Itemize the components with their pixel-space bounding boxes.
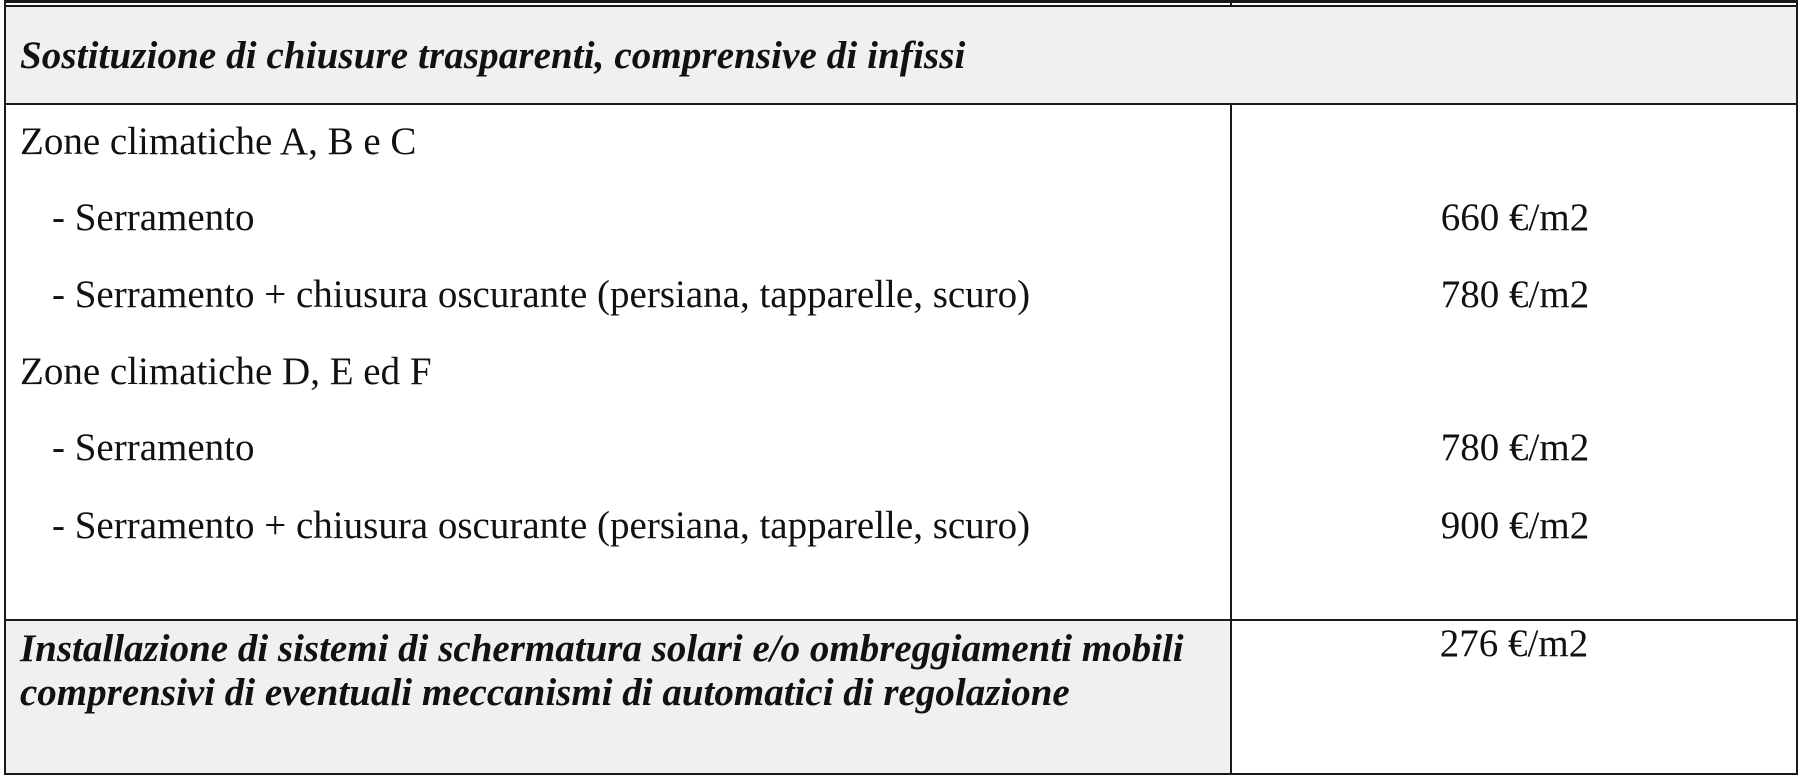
price-cell (1231, 104, 1797, 620)
price-value: 660 €/m2 (1440, 196, 1590, 239)
price-value: 900 €/m2 (1440, 504, 1590, 547)
price-value: 276 €/m2 (1439, 622, 1589, 665)
section-title: Installazione di sistemi di schermatura solari e/o ombreggiamenti mobili comprensivi di eventuali meccanismi di automatici di regolazione (20, 627, 1184, 714)
section-title: Sostituzione di chiusure trasparenti, comprensive di infissi (20, 33, 966, 77)
section-row (5, 620, 1797, 774)
section-body-row (5, 104, 1797, 620)
description-cell (5, 104, 1231, 620)
item-label: - Serramento + chiusura oscurante (persiana, tapparelle, scuro) (52, 273, 1031, 316)
section-header-row (5, 6, 1797, 104)
price-value: 780 €/m2 (1440, 426, 1590, 469)
zone-title: Zone climatiche D, E ed F (20, 350, 432, 393)
zone-title: Zone climatiche A, B e C (20, 120, 417, 163)
price-value: 780 €/m2 (1440, 273, 1590, 316)
item-label: - Serramento (52, 426, 255, 469)
section-header-cell (5, 6, 1797, 104)
item-label: - Serramento (52, 196, 255, 239)
item-label: - Serramento + chiusura oscurante (persiana, tapparelle, scuro) (52, 504, 1031, 547)
description-cell (5, 620, 1231, 774)
cost-table (4, 0, 1798, 775)
price-cell (1231, 620, 1797, 774)
